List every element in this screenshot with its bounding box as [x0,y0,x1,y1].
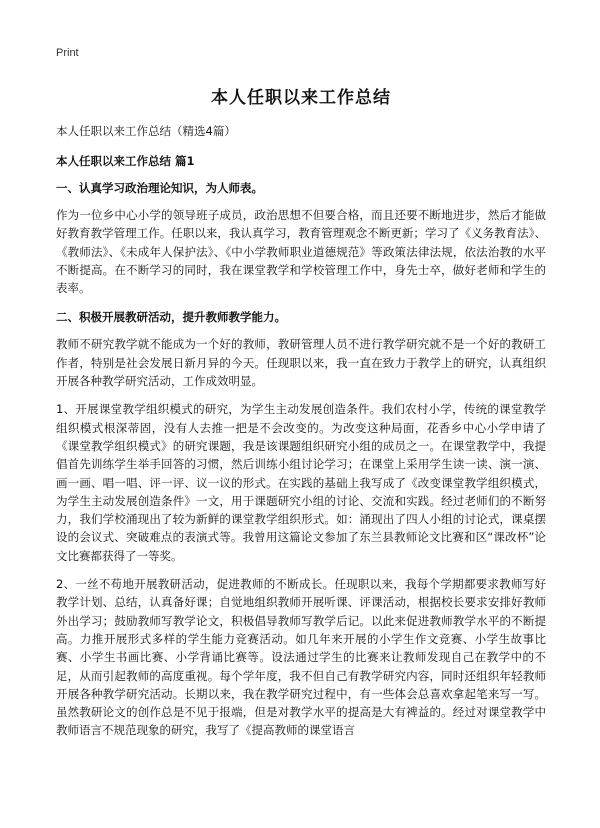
article-heading: 本人任职以来工作总结 篇1 [56,154,195,168]
document-subtitle: 本人任职以来工作总结（精选4篇） [56,124,236,138]
paragraph: 2、一丝不苟地开展教研活动，促进教师的不断成长。任现职以来，我每个学期都要求教师写好教学计划、总结，认真备好课；自觉地组织教师开展听课、评课活动，根据校长要求安排好教师外出学习；鼓励教师写教学论文，积极倡导教师写教学后记。以此来促进教师教学水平的不断提高。力推开展形式多样的学生能力竞赛活动。如几年来开展的小学生作文竞赛、小学生故事比赛、小学生书画比赛、小学背诵比赛等。设法通过学生的比赛来让教师发现自己在教学中的不足，从而引起教师的高度重视。每个学年度，我不但自己有教学研究内容，同时还组织年轻教师开展各种教学研究活动。长期以来，我在教学研究过程中，有一些体会总喜欢拿起笔来写一写。虽然教研论文的创作总是不见于报端，但是对教学水平的提高是大有裨益的。经过对课堂教学中教师语言不规范现象的研究，我写了《提高教师的课堂语言 [56,577,546,738]
paragraph: 作为一位乡中心小学的领导班子成员，政治思想不但要合格，而且还要不断地进步，然后才能做好教育教学管理工作。任职以来，我认真学习，教育管理观念不断更新；学习了《义务教育法》、《教师法》、《未成年人保护法》、《中小学教师职业道德规范》等政策法律法规，依法治教的水平不断提高。在不断学习的同时，我在课堂教学和学校管理工作中，身先士卒，做好老师和学生的表率。 [56,208,546,296]
section-heading-2: 二、积极开展教研活动，提升教师教学能力。 [56,310,286,325]
document-title: 本人任职以来工作总结 [211,88,391,108]
section-heading-1: 一、认真学习政治理论知识，为人师表。 [56,181,263,195]
print-link[interactable]: Print [56,47,79,59]
paragraph: 1、开展课堂教学组织模式的研究，为学生主动发展创造条件。我们农村小学，传统的课堂教学组织模式根深蒂固，没有人去推一把是不会改变的。为改变这种局面，花香乡中心小学申请了《课堂教学组织模式》的研究课题，我是该课题组织研究小组的成员之一。在课堂教学中，我提倡首先训练学生举手回答的习惯，然后训练小组讨论学习；在课堂上采用学生读一读、演一演、画一画、唱一唱、评一评、议一议的形式。在实践的基础上我写成了《改变课堂教学组织模式，为学生主动发展创造条件》一文，用于课题研究小组的讨论、交流和实践。经过老师们的不断努力，我们学校涌现出了较为新鲜的课堂教学组织形式。如：涌现出了四人小组的讨论式，课桌摆设的会议式、突破难点的表演式等。我曾用这篇论文参加了东兰县教师论文比赛和区“课改杯”论文比赛都获得了一等奖。 [56,402,546,563]
paragraph: 教师不研究教学就不能成为一个好的教师，教研管理人员不进行教学研究就不是一个好的教研工作者，特别是社会发展日新月异的今天。任现职以来，我一直在致力于教学上的研究，认真组织开展各种教学研究活动，工作成效明显。 [56,337,546,389]
